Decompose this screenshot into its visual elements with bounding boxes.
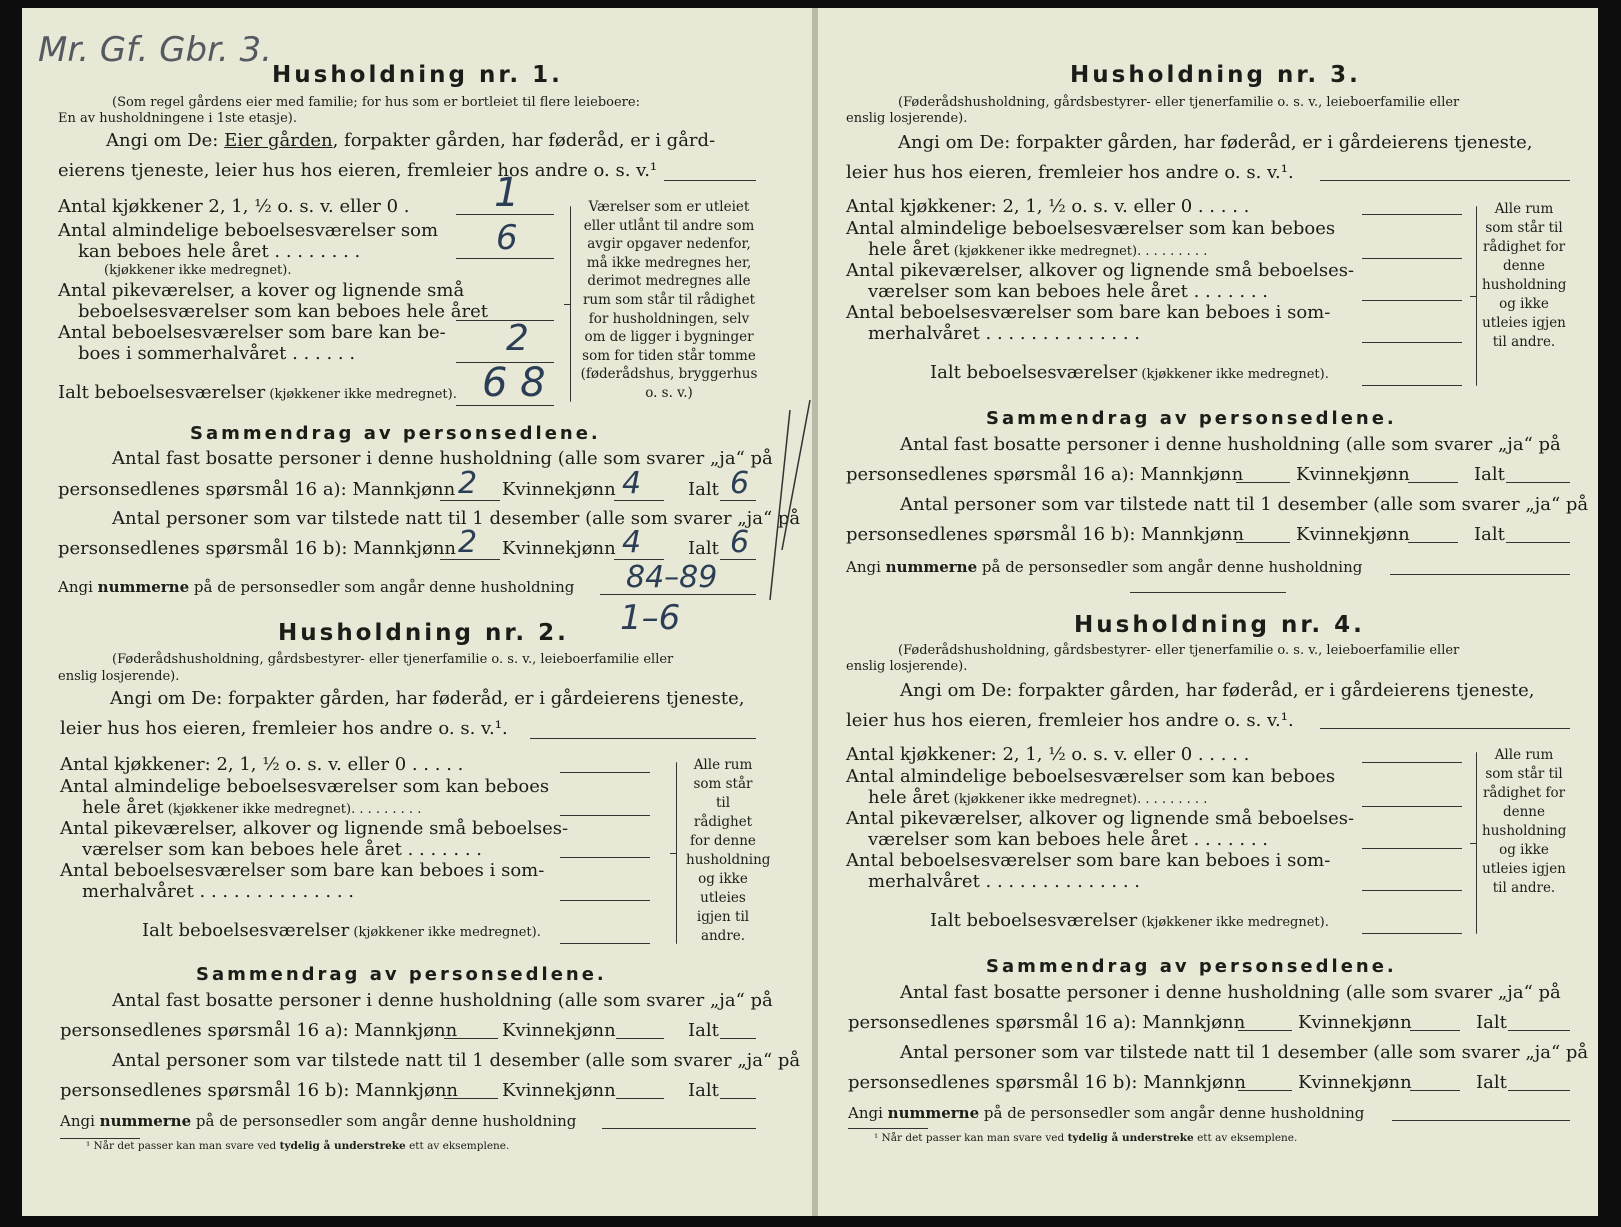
h1-nummer-value: 84–89 bbox=[626, 560, 718, 595]
h2-rooms-label-1: Antal almindelige beboelsesværelser som kan beboes bbox=[60, 776, 550, 797]
h2-summer-line bbox=[560, 900, 650, 901]
h1-summer-label-1: Antal beboelsesværelser som bare kan be- bbox=[58, 322, 446, 343]
h3-angi-answer-line bbox=[1320, 180, 1570, 181]
h4-footnote-b: tydelig å understreke bbox=[1067, 1132, 1194, 1144]
h2-nummer-label bbox=[60, 1112, 576, 1130]
h2-nummer-b: nummerne bbox=[99, 1112, 192, 1130]
h2-fast-kvinne-label: Kvinnekjønn bbox=[502, 1020, 616, 1041]
h2-tilstede-kvinne-line bbox=[616, 1098, 664, 1099]
h4-fast-ialt-label: Ialt bbox=[1476, 1012, 1507, 1033]
h2-side-note: Alle rum som står til rådighet for denne husholdning og ikke utleies igjen til andre. bbox=[686, 757, 771, 944]
h1-angi-underlined-answer: Eier gården bbox=[224, 130, 333, 151]
h1-nummer-label bbox=[58, 578, 574, 596]
h1-kitchens-line bbox=[456, 214, 554, 215]
h4-nummer-label bbox=[848, 1104, 1364, 1122]
h3-total-line bbox=[1362, 385, 1462, 386]
h3-side-note: Alle rum som står til rådighet for denne husholdning og ikke utleies igjen til andre. bbox=[1482, 201, 1567, 350]
h4-total-line bbox=[1362, 933, 1462, 934]
h1-pike-line bbox=[456, 320, 554, 321]
h4-nummer-b: nummerne bbox=[887, 1104, 980, 1122]
h1-summary-title: Sammendrag av personsedlene. bbox=[190, 423, 601, 444]
h4-tilstede-kvinne-label: Kvinnekjønn bbox=[1298, 1072, 1412, 1093]
h2-kitchens-label: Antal kjøkkener: 2, 1, ½ o. s. v. eller 0 . . . . . bbox=[60, 754, 464, 775]
h1-total-label bbox=[58, 382, 457, 403]
h3-fast-kvinne-label: Kvinnekjønn bbox=[1296, 464, 1410, 485]
h1-angi-options: , forpakter gården, har føderåd, er i gård- bbox=[332, 130, 716, 151]
h1-rooms-value: 6 bbox=[496, 218, 518, 258]
h1-title: Husholdning nr. 1. bbox=[272, 62, 563, 88]
h1-intro-1: (Som regel gårdens eier med familie; for hus som er bortleiet til flere leieboere: bbox=[112, 95, 640, 110]
h1-fast-line-1: Antal fast bosatte personer i denne husholdning (alle som svarer „ja“ på bbox=[112, 448, 773, 469]
h2-kitchens-line bbox=[560, 772, 650, 773]
h2-total-note: (kjøkkener ikke medregnet). bbox=[349, 925, 541, 940]
h1-tilstede-kvinne-value: 4 bbox=[622, 525, 642, 560]
h4-angi-line-1: Angi om De: forpakter gården, har føderåd, er i gårdeierens tjeneste, bbox=[900, 680, 1535, 701]
h3-nummer-line bbox=[1390, 574, 1570, 575]
h3-tilstede-ialt-line bbox=[1506, 542, 1570, 543]
h1-summer-value: 2 bbox=[506, 318, 529, 359]
h4-pike-label-1: Antal pikeværelser, alkover og lignende små beboelses- bbox=[846, 808, 1355, 829]
h3-rooms-2a: hele året bbox=[868, 239, 950, 260]
h2-tilstede-line-1: Antal personer som var tilstede natt til 1 desember (alle som svarer „ja“ på bbox=[112, 1050, 801, 1071]
h3-tilstede-kvinne-label: Kvinnekjønn bbox=[1296, 524, 1410, 545]
h2-total-main: Ialt beboelsesværelser bbox=[142, 920, 350, 941]
h1-angi-line-1 bbox=[106, 130, 715, 151]
h4-intro-1: (Føderådshusholdning, gårdsbestyrer- eller tjenerfamilie o. s. v., leieboerfamilie eller bbox=[898, 643, 1460, 658]
h1-angi-label: Angi om De: bbox=[106, 130, 225, 151]
h1-tilstede-ialt-value: 6 bbox=[730, 525, 750, 560]
h1-nummer-value-2: 1–6 bbox=[620, 598, 681, 638]
h2-tilstede-mann-line bbox=[444, 1098, 498, 1099]
h3-rooms-2b: (kjøkkener ikke medregnet). . . . . . . . . bbox=[949, 244, 1208, 259]
h1-total-note: (kjøkkener ikke medregnet). bbox=[265, 387, 457, 402]
h1-fast-ialt-value: 6 bbox=[730, 466, 750, 501]
h2-summer-label-2: merhalvåret . . . . . . . . . . . . . . bbox=[82, 881, 355, 902]
h3-pike-line bbox=[1362, 300, 1462, 301]
h4-footnote-a: ¹ Når det passer kan man svare ved bbox=[874, 1132, 1068, 1144]
h1-kitchens-value: 1 bbox=[494, 170, 520, 216]
h4-nummer-a: Angi bbox=[848, 1104, 888, 1122]
h3-fast-kvinne-line bbox=[1408, 482, 1458, 483]
h3-nummer-a: Angi bbox=[846, 558, 886, 576]
h2-footnote bbox=[86, 1140, 509, 1152]
h4-kitchens-label: Antal kjøkkener: 2, 1, ½ o. s. v. eller 0 . . . . . bbox=[846, 744, 1250, 765]
h4-tilstede-ialt-label: Ialt bbox=[1476, 1072, 1507, 1093]
h2-footnote-c: ett av eksemplene. bbox=[405, 1140, 510, 1152]
h3-angi-line-1: Angi om De: forpakter gården, har føderåd, er i gårdeierens tjeneste, bbox=[898, 132, 1533, 153]
h1-fast-line-2: personsedlenes spørsmål 16 a): Mannkjønn bbox=[58, 479, 456, 500]
h4-rooms-2b: (kjøkkener ikke medregnet). . . . . . . . . bbox=[949, 792, 1208, 807]
h4-side-note: Alle rum som står til rådighet for denne husholdning og ikke utleies igjen til andre. bbox=[1482, 747, 1567, 896]
h2-angi-answer-line bbox=[530, 738, 756, 739]
h2-fast-line-2: personsedlenes spørsmål 16 a): Mannkjønn bbox=[60, 1020, 458, 1041]
h3-section-divider bbox=[1130, 592, 1286, 593]
h4-brace bbox=[1476, 752, 1477, 934]
h3-fast-line-1: Antal fast bosatte personer i denne husholdning (alle som svarer „ja“ på bbox=[900, 434, 1561, 455]
h3-fast-ialt-label: Ialt bbox=[1474, 464, 1505, 485]
h3-kitchens-line bbox=[1362, 214, 1462, 215]
h3-total-note: (kjøkkener ikke medregnet). bbox=[1137, 367, 1329, 382]
h1-rooms-label-2: kan beboes hele året . . . . . . . . bbox=[78, 241, 361, 262]
h1-nummer-b: nummerne bbox=[97, 578, 190, 596]
h3-summer-label-1: Antal beboelsesværelser som bare kan beboes i som- bbox=[846, 302, 1331, 323]
h1-fast-mann-value: 2 bbox=[458, 466, 478, 501]
h2-pike-label-2: værelser som kan beboes hele året . . . . . . . bbox=[82, 839, 482, 860]
h3-rooms-label-2 bbox=[868, 239, 1207, 260]
h4-footnote bbox=[874, 1132, 1297, 1144]
h3-rooms-label-1: Antal almindelige beboelsesværelser som kan beboes bbox=[846, 218, 1336, 239]
h1-pike-label-1: Antal pikeværelser, a kover og lignende små bbox=[58, 280, 465, 301]
h3-pike-label-2: værelser som kan beboes hele året . . . . . . . bbox=[868, 281, 1268, 302]
h2-rooms-line bbox=[560, 815, 650, 816]
h4-tilstede-line-1: Antal personer som var tilstede natt til 1 desember (alle som svarer „ja“ på bbox=[900, 1042, 1589, 1063]
h1-fast-kvinne-label: Kvinnekjønn bbox=[502, 479, 616, 500]
h1-angi-line-2: eierens tjeneste, leier hus hos eieren, fremleier hos andre o. s. v.¹ bbox=[58, 160, 658, 181]
h1-intro-2: En av husholdningene i 1ste etasje). bbox=[58, 111, 297, 126]
h1-rooms-line bbox=[456, 258, 554, 259]
h2-total-label bbox=[142, 920, 541, 941]
h4-rooms-line bbox=[1362, 806, 1462, 807]
h2-summary-title: Sammendrag av personsedlene. bbox=[196, 964, 607, 985]
h4-intro-2: enslig losjerende). bbox=[846, 659, 968, 674]
h3-brace bbox=[1476, 206, 1477, 386]
h1-angi-answer-line bbox=[664, 180, 756, 181]
h2-tilstede-ialt-label: Ialt bbox=[688, 1080, 719, 1101]
h4-fast-ialt-line bbox=[1508, 1030, 1570, 1031]
h3-fast-ialt-line bbox=[1506, 482, 1570, 483]
h4-footnote-rule bbox=[848, 1128, 928, 1129]
h3-nummer-label bbox=[846, 558, 1362, 576]
h2-nummer-line bbox=[602, 1128, 756, 1129]
h4-fast-line-2: personsedlenes spørsmål 16 a): Mannkjønn bbox=[848, 1012, 1246, 1033]
h4-total-label bbox=[930, 910, 1329, 931]
handwritten-header-note: Mr. Gf. Gbr. 3. bbox=[38, 30, 272, 70]
h1-pike-label-2: beboelsesværelser som kan beboes hele året bbox=[78, 301, 488, 322]
h1-fast-kvinne-value: 4 bbox=[622, 466, 642, 501]
h4-pike-line bbox=[1362, 848, 1462, 849]
h3-summer-label-2: merhalvåret . . . . . . . . . . . . . . bbox=[868, 323, 1141, 344]
h3-total-label bbox=[930, 362, 1329, 383]
h4-summary-title: Sammendrag av personsedlene. bbox=[986, 956, 1397, 977]
h4-angi-line-2: leier hus hos eieren, fremleier hos andre o. s. v.¹. bbox=[846, 710, 1294, 731]
h1-total-value: 6 8 bbox=[482, 360, 546, 406]
h2-rooms-2a: hele året bbox=[82, 797, 164, 818]
h4-nummer-line bbox=[1392, 1120, 1570, 1121]
h1-tilstede-line-2: personsedlenes spørsmål 16 b): Mannkjønn bbox=[58, 538, 457, 559]
h3-kitchens-label: Antal kjøkkener: 2, 1, ½ o. s. v. eller 0 . . . . . bbox=[846, 196, 1250, 217]
h3-fast-mann-line bbox=[1236, 482, 1290, 483]
h3-title: Husholdning nr. 3. bbox=[1070, 62, 1361, 88]
h3-intro-2: enslig losjerende). bbox=[846, 111, 968, 126]
h4-pike-label-2: værelser som kan beboes hele året . . . . . . . bbox=[868, 829, 1268, 850]
h1-nummer-a: Angi bbox=[58, 578, 98, 596]
h1-summer-label-2: boes i sommerhalvåret . . . . . . bbox=[78, 343, 356, 364]
h1-tilstede-kvinne-label: Kvinnekjønn bbox=[502, 538, 616, 559]
h1-nummer-c: på de personsedler som angår denne husholdning bbox=[189, 578, 575, 596]
h4-summer-label-2: merhalvåret . . . . . . . . . . . . . . bbox=[868, 871, 1141, 892]
h4-fast-kvinne-label: Kvinnekjønn bbox=[1298, 1012, 1412, 1033]
h1-total-main: Ialt beboelsesværelser bbox=[58, 382, 266, 403]
h2-nummer-c: på de personsedler som angår denne husholdning bbox=[191, 1112, 577, 1130]
h4-summer-line bbox=[1362, 890, 1462, 891]
h2-fast-ialt-line bbox=[720, 1038, 756, 1039]
h3-tilstede-ialt-label: Ialt bbox=[1474, 524, 1505, 545]
h2-fast-mann-line bbox=[444, 1038, 498, 1039]
h1-fast-ialt-label: Ialt bbox=[688, 479, 719, 500]
h2-footnote-rule bbox=[60, 1138, 140, 1139]
h3-summer-line bbox=[1362, 342, 1462, 343]
h3-rooms-line bbox=[1362, 258, 1462, 259]
h2-footnote-b: tydelig å understreke bbox=[279, 1140, 406, 1152]
h1-tilstede-mann-value: 2 bbox=[458, 525, 478, 560]
h4-summer-label-1: Antal beboelsesværelser som bare kan beboes i som- bbox=[846, 850, 1331, 871]
h2-intro-2: enslig losjerende). bbox=[58, 669, 180, 684]
h2-title: Husholdning nr. 2. bbox=[278, 620, 569, 646]
h1-rooms-label-3: (kjøkkener ikke medregnet). bbox=[104, 263, 292, 278]
h3-fast-line-2: personsedlenes spørsmål 16 a): Mannkjønn bbox=[846, 464, 1244, 485]
h4-fast-kvinne-line bbox=[1410, 1030, 1460, 1031]
h1-tilstede-ialt-label: Ialt bbox=[688, 538, 719, 559]
h3-nummer-b: nummerne bbox=[885, 558, 978, 576]
h2-brace bbox=[676, 762, 677, 944]
h3-summary-title: Sammendrag av personsedlene. bbox=[986, 408, 1397, 429]
h3-angi-line-2: leier hus hos eieren, fremleier hos andre o. s. v.¹. bbox=[846, 162, 1294, 183]
h4-nummer-c: på de personsedler som angår denne husholdning bbox=[979, 1104, 1365, 1122]
h3-tilstede-line-1: Antal personer som var tilstede natt til 1 desember (alle som svarer „ja“ på bbox=[900, 494, 1589, 515]
h4-rooms-label-2 bbox=[868, 787, 1207, 808]
h1-total-line bbox=[456, 405, 554, 406]
h4-title: Husholdning nr. 4. bbox=[1074, 612, 1365, 638]
h3-total-main: Ialt beboelsesværelser bbox=[930, 362, 1138, 383]
h4-tilstede-kvinne-line bbox=[1410, 1090, 1460, 1091]
h4-total-main: Ialt beboelsesværelser bbox=[930, 910, 1138, 931]
h4-fast-mann-line bbox=[1238, 1030, 1292, 1031]
h2-fast-ialt-label: Ialt bbox=[688, 1020, 719, 1041]
h2-tilstede-ialt-line bbox=[720, 1098, 756, 1099]
h2-footnote-a: ¹ Når det passer kan man svare ved bbox=[86, 1140, 280, 1152]
h4-kitchens-line bbox=[1362, 762, 1462, 763]
h4-total-note: (kjøkkener ikke medregnet). bbox=[1137, 915, 1329, 930]
h2-summer-label-1: Antal beboelsesværelser som bare kan beboes i som- bbox=[60, 860, 545, 881]
h3-pike-label-1: Antal pikeværelser, alkover og lignende små beboelses- bbox=[846, 260, 1355, 281]
h3-tilstede-mann-line bbox=[1236, 542, 1290, 543]
h4-tilstede-line-2: personsedlenes spørsmål 16 b): Mannkjønn bbox=[848, 1072, 1247, 1093]
h2-pike-label-1: Antal pikeværelser, alkover og lignende små beboelses- bbox=[60, 818, 569, 839]
h4-tilstede-ialt-line bbox=[1508, 1090, 1570, 1091]
h2-tilstede-kvinne-label: Kvinnekjønn bbox=[502, 1080, 616, 1101]
h2-intro-1: (Føderådshusholdning, gårdsbestyrer- eller tjenerfamilie o. s. v., leieboerfamilie eller bbox=[112, 652, 674, 667]
h2-rooms-2b: (kjøkkener ikke medregnet). . . . . . . . . bbox=[163, 802, 422, 817]
h2-nummer-a: Angi bbox=[60, 1112, 100, 1130]
h4-angi-answer-line bbox=[1320, 728, 1570, 729]
h1-pencil-marks bbox=[760, 400, 820, 610]
h1-rooms-label-1: Antal almindelige beboelsesværelser som bbox=[58, 220, 439, 241]
h3-tilstede-line-2: personsedlenes spørsmål 16 b): Mannkjønn bbox=[846, 524, 1245, 545]
h4-fast-line-1: Antal fast bosatte personer i denne husholdning (alle som svarer „ja“ på bbox=[900, 982, 1561, 1003]
h3-intro-1: (Føderådshusholdning, gårdsbestyrer- eller tjenerfamilie o. s. v., leieboerfamilie eller bbox=[898, 95, 1460, 110]
h4-rooms-2a: hele året bbox=[868, 787, 950, 808]
h3-nummer-c: på de personsedler som angår denne husholdning bbox=[977, 558, 1363, 576]
h2-rooms-label-2 bbox=[82, 797, 421, 818]
h1-kitchens-label: Antal kjøkkener 2, 1, ½ o. s. v. eller 0 . bbox=[58, 196, 410, 217]
h2-fast-kvinne-line bbox=[616, 1038, 664, 1039]
h2-angi-line-2: leier hus hos eieren, fremleier hos andre o. s. v.¹. bbox=[60, 718, 508, 739]
h2-total-line bbox=[560, 943, 650, 944]
h2-fast-line-1: Antal fast bosatte personer i denne husholdning (alle som svarer „ja“ på bbox=[112, 990, 773, 1011]
h1-side-note: Værelser som er utleiet eller utlånt til andre som avgir opgaver nedenfor, må ikke medregnes her, derimot medregnes alle rum som står til rådighet for husholdningen, selv om de ligger i bygninger som for tiden står tomme (føderådshus, bryggerhus o. s. v.) bbox=[580, 199, 758, 401]
h3-tilstede-kvinne-line bbox=[1408, 542, 1458, 543]
h2-pike-line bbox=[560, 857, 650, 858]
h4-footnote-c: ett av eksemplene. bbox=[1193, 1132, 1298, 1144]
h4-tilstede-mann-line bbox=[1238, 1090, 1292, 1091]
h4-rooms-label-1: Antal almindelige beboelsesværelser som kan beboes bbox=[846, 766, 1336, 787]
h1-brace bbox=[570, 206, 571, 402]
h2-angi-line-1: Angi om De: forpakter gården, har føderåd, er i gårdeierens tjeneste, bbox=[110, 688, 745, 709]
h1-tilstede-line-1: Antal personer som var tilstede natt til 1 desember (alle som svarer „ja“ på bbox=[112, 508, 801, 529]
h2-tilstede-line-2: personsedlenes spørsmål 16 b): Mannkjønn bbox=[60, 1080, 459, 1101]
